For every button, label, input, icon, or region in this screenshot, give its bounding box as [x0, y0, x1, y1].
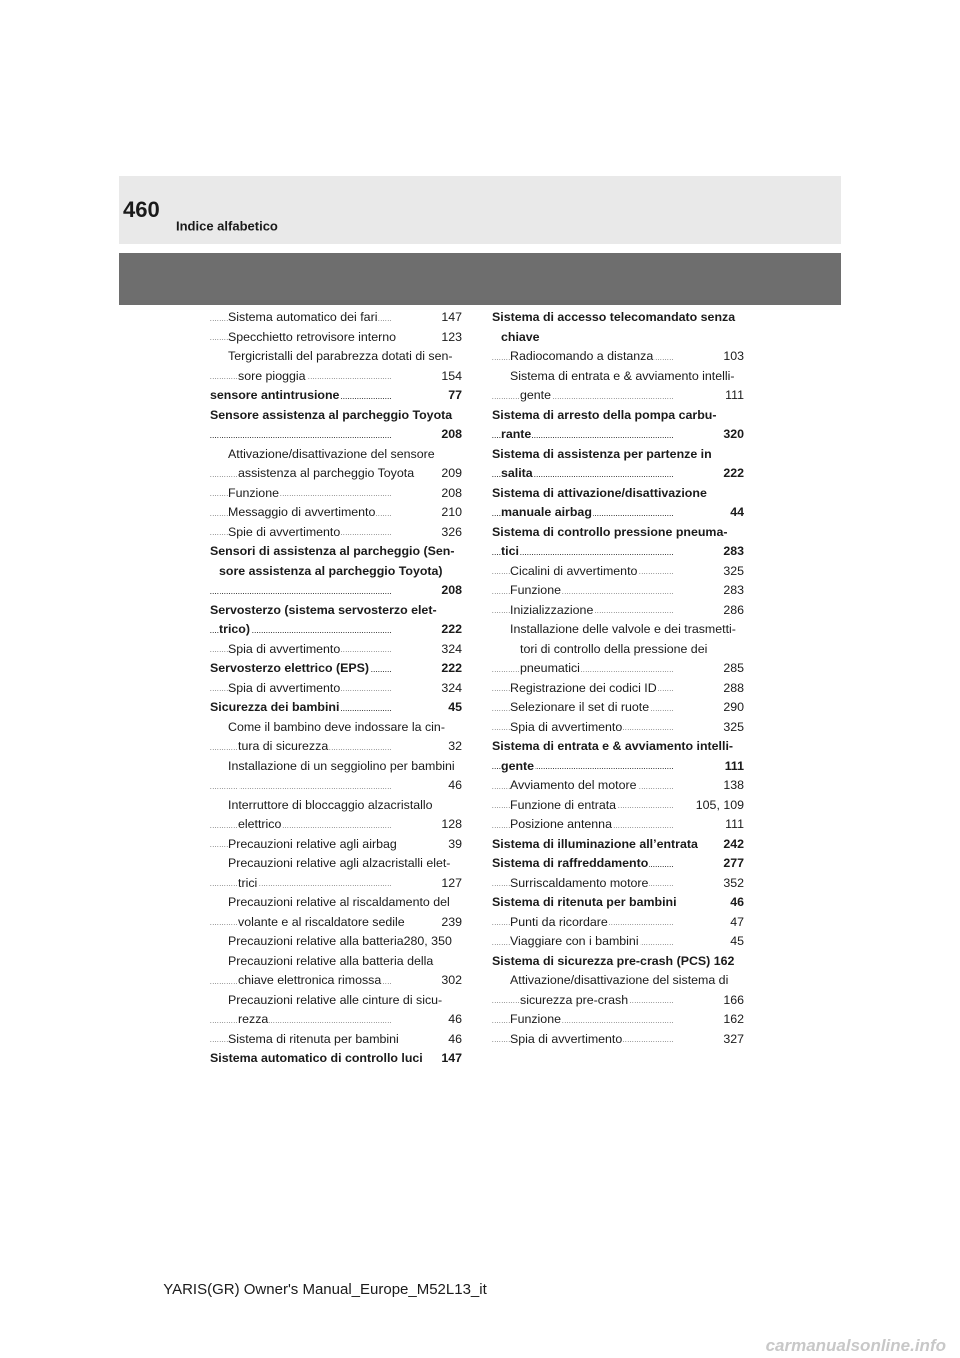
index-subentry: [210, 757, 462, 796]
entry-text: chiave: [501, 329, 540, 344]
entry-text: Avviamento del motore: [510, 778, 637, 792]
index-subentry: [492, 581, 744, 601]
entry-text: Messaggio di avvertimento: [228, 505, 376, 519]
entry-text: salita: [501, 466, 533, 480]
page-ref[interactable]: 286: [722, 601, 744, 621]
entry-text: Spia di avvertimento: [228, 680, 341, 695]
page-ref[interactable]: 302: [440, 971, 462, 991]
entry-text: rezza: [238, 1012, 269, 1026]
page-ref[interactable]: 209: [440, 464, 462, 484]
page-ref[interactable]: 47: [729, 913, 744, 933]
entry-text: gente: [501, 758, 535, 773]
page-ref[interactable]: 127: [440, 874, 462, 894]
index-entry: [492, 445, 744, 484]
index-subentry: [492, 367, 744, 406]
page-ref[interactable]: 123: [440, 328, 462, 348]
page-ref[interactable]: 46: [447, 1010, 462, 1030]
index-entry: [492, 893, 744, 913]
entry-text: Sistema di attivazione/disattivazione: [492, 485, 707, 500]
entry-text: Cicalini di avvertimento: [510, 563, 638, 578]
index-entry: [210, 386, 462, 406]
entry-text: Posizione antenna: [510, 817, 612, 831]
entry-text: Spie di avvertimento: [228, 524, 341, 539]
index-subentry: [210, 893, 462, 932]
page-ref[interactable]: 327: [722, 1030, 744, 1050]
entry-text: Sistema di accesso telecomandato senza: [492, 310, 736, 324]
entry-text: manuale airbag: [501, 505, 592, 519]
entry-text: Selezionare il set di ruote: [510, 700, 650, 714]
index-subentry: [492, 620, 744, 679]
index-subentry: [492, 698, 744, 718]
entry-text: Servosterzo (sistema servosterzo elet-: [210, 602, 437, 617]
index-subentry: [492, 815, 744, 835]
entry-text: Interruttore di bloccaggio alzacristallo: [228, 797, 433, 812]
page-ref[interactable]: 208: [440, 581, 462, 601]
entry-text: Spia di avvertimento: [510, 719, 623, 734]
entry-text: Precauzioni relative alla batteria della: [228, 953, 434, 968]
index-entry: [492, 835, 744, 855]
page-ref[interactable]: 325: [722, 718, 744, 738]
index-subentry: [210, 1030, 462, 1050]
entry-text: Precauzioni relative agli alzacristalli elet-: [228, 856, 451, 870]
entry-text: Installazione di un seggiolino per bambini: [228, 758, 455, 773]
page-ref[interactable]: 154: [440, 367, 462, 387]
index-subentry: [210, 991, 462, 1030]
index-subentry: [492, 1010, 744, 1030]
entry-text: Funzione: [228, 485, 279, 500]
page-ref[interactable]: 39: [447, 835, 462, 855]
entry-text: Sistema di ritenuta per bambini: [492, 895, 677, 909]
page-ref[interactable]: 111: [724, 757, 744, 777]
page-ref[interactable]: 208: [440, 484, 462, 504]
entry-text: sensore antintrusione: [210, 388, 340, 402]
page-ref[interactable]: 324: [440, 640, 462, 660]
index-entry: [492, 952, 744, 972]
page-ref[interactable]: 210: [440, 503, 462, 523]
page-ref[interactable]: 222: [440, 620, 462, 640]
page-number: 460: [123, 197, 160, 222]
page-ref[interactable]: 208: [440, 425, 462, 445]
index-subentry: [492, 601, 744, 621]
page-ref[interactable]: 166: [722, 991, 744, 1011]
index-subentry: [210, 679, 462, 699]
entry-text: pneumatici: [520, 661, 580, 675]
entry-text: Funzione di entrata: [510, 797, 617, 812]
page-ref[interactable]: 285: [722, 659, 744, 679]
index-subentry: [492, 776, 744, 796]
entry-text: Precauzioni relative alla batteria280, 350: [228, 934, 452, 948]
page-ref[interactable]: 283: [722, 542, 744, 562]
page-ref[interactable]: 283: [722, 581, 744, 601]
index-subentry: [210, 328, 462, 348]
index-entry: [210, 406, 462, 445]
index-subentry: [210, 952, 462, 991]
index-subentry: [210, 503, 462, 523]
page-ref[interactable]: 324: [440, 679, 462, 699]
entry-text: Sicurezza dei bambini: [210, 700, 340, 714]
page-ref[interactable]: 32: [447, 737, 462, 757]
entry-text: volante e al riscaldatore sedile: [238, 914, 405, 929]
page-ref[interactable]: 162: [722, 1010, 744, 1030]
entry-text: chiave elettronica rimossa: [238, 973, 382, 987]
page-ref[interactable]: 46: [447, 776, 462, 796]
section-title: Indice alfabetico: [176, 218, 278, 234]
index-subentry: [492, 718, 744, 738]
entry-text: Sistema di illuminazione all’entrata: [492, 836, 698, 851]
index-entry: [492, 308, 744, 347]
index-subentry: [492, 679, 744, 699]
entry-text: sore pioggia: [238, 368, 306, 383]
index-subentry: [210, 308, 462, 328]
entry-text: Inizializzazione: [510, 602, 594, 617]
index-entry: [210, 601, 462, 640]
entry-text: Surriscaldamento motore: [510, 875, 649, 890]
index-entry: [492, 737, 744, 776]
page-ref[interactable]: 288: [722, 679, 744, 699]
entry-text: Installazione delle valvole e dei trasmetti-: [510, 622, 736, 636]
entry-text: Spia di avvertimento: [228, 641, 341, 656]
index-entry: [492, 484, 744, 523]
index-entry: [492, 523, 744, 562]
page-ref[interactable]: 320: [722, 425, 744, 445]
entry-text: Sistema di assistenza per partenze in: [492, 446, 712, 461]
index-column-left: [210, 308, 462, 1069]
entry-text: Specchietto retrovisore interno: [228, 329, 397, 344]
index-subentry: [492, 971, 744, 1010]
entry-text: Sensore assistenza al parcheggio Toyota: [210, 407, 453, 422]
entry-text: Attivazione/disattivazione del sistema di: [510, 973, 729, 987]
page-ref[interactable]: 111: [724, 815, 744, 835]
entry-text: sicurezza pre-crash: [520, 992, 629, 1007]
watermark: carmanualsonline.info: [765, 1336, 946, 1355]
page-ref[interactable]: 222: [440, 659, 462, 679]
page-ref[interactable]: 147: [440, 1049, 462, 1069]
index-subentry: [492, 874, 744, 894]
entry-text: [219, 583, 220, 597]
entry-text: sore assistenza al parcheggio Toyota): [219, 563, 443, 578]
index-entry: [210, 1049, 462, 1069]
entry-text: Servosterzo elettrico (EPS): [210, 661, 370, 675]
entry-text: Attivazione/disattivazione del sensore: [228, 446, 435, 461]
entry-text: Viaggiare con i bambini: [510, 934, 639, 948]
page-ref[interactable]: 46: [729, 893, 744, 913]
index-subentry: [492, 913, 744, 933]
entry-text: Precauzioni relative alle cinture di sicu-: [228, 992, 443, 1007]
index-subentry: [210, 835, 462, 855]
index-subentry: [210, 484, 462, 504]
entry-text: gente: [520, 388, 552, 402]
page-ref[interactable]: 111: [724, 386, 744, 406]
page-ref[interactable]: 138: [722, 776, 744, 796]
entry-text: Sistema di entrata e & avviamento intelli-: [510, 368, 735, 383]
page-ref[interactable]: 147: [440, 308, 462, 328]
page-ref[interactable]: 277: [722, 854, 744, 874]
entry-text: Sistema di sicurezza pre-crash (PCS) 162: [492, 953, 735, 968]
entry-text: trici: [238, 875, 258, 890]
entry-text: Sistema di entrata e & avviamento intelli-: [492, 739, 734, 753]
page-ref[interactable]: 77: [447, 386, 462, 406]
page-ref[interactable]: 239: [440, 913, 462, 933]
page-ref[interactable]: 242: [722, 835, 744, 855]
entry-text: Sensori di assistenza al parcheggio (Sen-: [210, 544, 455, 558]
entry-text: elettrico: [238, 817, 282, 831]
entry-text: Sistema automatico dei fari: [228, 310, 378, 324]
entry-text: Sistema automatico di controllo luci: [210, 1051, 423, 1065]
entry-text: [238, 778, 239, 792]
page-ref[interactable]: 222: [722, 464, 744, 484]
entry-text: Precauzioni relative agli airbag: [228, 836, 397, 851]
header-band: [119, 253, 841, 305]
index-subentry: [210, 718, 462, 757]
page-ref[interactable]: 325: [722, 562, 744, 582]
entry-text: Punti da ricordare: [510, 914, 608, 929]
page-ref[interactable]: 46: [447, 1030, 462, 1050]
page-ref[interactable]: 45: [729, 932, 744, 952]
entry-text: Funzione: [510, 1012, 561, 1026]
entry-text: Sistema di controllo pressione pneuma-: [492, 524, 728, 539]
index-subentry: [492, 562, 744, 582]
manual-footer: YARIS(GR) Owner's Manual_Europe_M52L13_it: [163, 1281, 487, 1298]
entry-text: [219, 427, 220, 441]
page-ref[interactable]: 128: [440, 815, 462, 835]
index-entry: [210, 698, 462, 718]
entry-text: tori di controllo della pressione dei: [520, 641, 708, 656]
page-ref[interactable]: 44: [729, 503, 744, 523]
entry-text: Registrazione dei codici ID: [510, 680, 657, 695]
index-subentry: [492, 796, 744, 816]
index-entry: [210, 659, 462, 679]
entry-text: Sistema di arresto della pompa carbu-: [492, 407, 717, 422]
page-ref[interactable]: 105, 109: [695, 796, 744, 816]
page-ref[interactable]: 103: [722, 347, 744, 367]
entry-text: trico): [219, 622, 250, 636]
header-bar: [119, 176, 841, 244]
index-column-right: [492, 308, 744, 1049]
index-subentry: [210, 347, 462, 386]
page-ref[interactable]: 352: [722, 874, 744, 894]
entry-text: Spia di avvertimento: [510, 1031, 623, 1046]
index-subentry: [492, 347, 744, 367]
index-entry: [210, 542, 462, 601]
entry-text: Funzione: [510, 583, 561, 597]
index-subentry: [210, 640, 462, 660]
index-entry: [492, 406, 744, 445]
entry-text: tici: [501, 544, 519, 558]
index-subentry: [210, 445, 462, 484]
entry-text: Radiocomando a distanza: [510, 349, 654, 363]
entry-text: assistenza al parcheggio Toyota: [238, 466, 415, 480]
entry-text: Precauzioni relative al riscaldamento del: [228, 895, 450, 909]
index-subentry: [210, 932, 462, 952]
entry-text: Sistema di raffreddamento: [492, 856, 649, 870]
index-subentry: [492, 932, 744, 952]
entry-text: rante: [501, 427, 532, 441]
page-ref[interactable]: 290: [722, 698, 744, 718]
entry-text: Tergicristalli del parabrezza dotati di sen-: [228, 349, 453, 363]
index-subentry: [210, 523, 462, 543]
entry-text: Come il bambino deve indossare la cin-: [228, 719, 445, 734]
entry-text: Sistema di ritenuta per bambini: [228, 1031, 399, 1046]
entry-text: tura di sicurezza: [238, 739, 329, 753]
index-subentry: [492, 1030, 744, 1050]
page-ref[interactable]: 326: [440, 523, 462, 543]
index-entry: [492, 854, 744, 874]
index-subentry: [210, 854, 462, 893]
page-ref[interactable]: 45: [447, 698, 462, 718]
index-subentry: [210, 796, 462, 835]
